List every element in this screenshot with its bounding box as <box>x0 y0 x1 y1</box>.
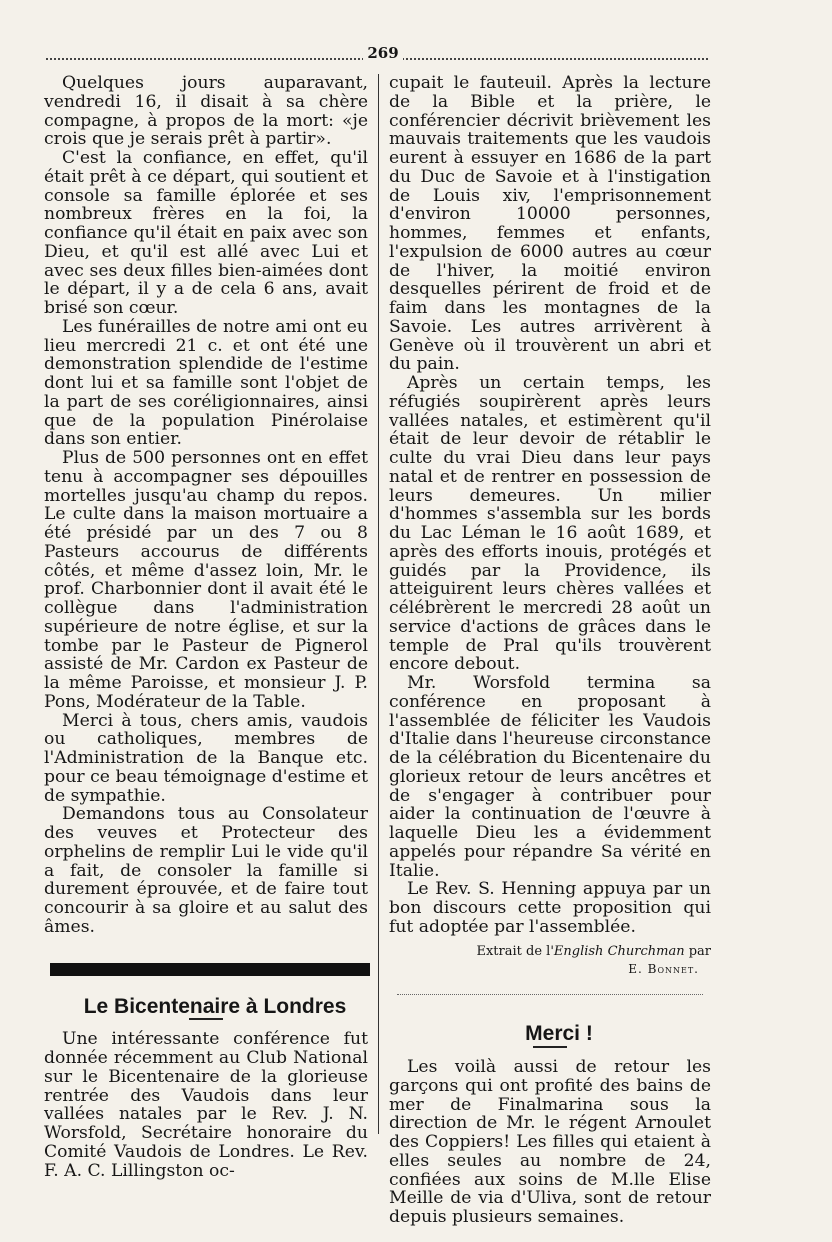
paragraph: Plus de 500 personnes ont en effet tenu à accompagner ses dépouilles mortelles jusqu'au champ du repos. Le culte dans la maison mortuaire a été présidé par un des 7 ou 8 Pasteurs accourus de différents côtés, et même d'assez loin, Mr. le prof. Charbonnier dont il avait été le collègue dans l'administration supérieure de notre église, et sur la tombe par le Pasteur de Pignerol assisté de Mr. Cardon ex Pasteur de la même Paroisse, et monsieur J. P. Pons, Modérateur de la Table. <box>44 448 368 712</box>
section-separator <box>50 963 370 976</box>
source-suffix: par <box>684 943 711 959</box>
paragraph: cupait le fauteuil. Après la lecture de la Bible et la prière, le conférencier décrivit brièvement les mauvais traitements que les vaudois eurent à essuyer en 1686 de la part du Duc de Savoie et à l'instigation de Louis xiv, l'emprisonnement d'environ 10000 personnes, hommes, femmes et enfants, l'expulsion de 6000 autres au cœur de l'hiver, la moitié environ desquelles périrent de froid et de faim dans les montagnes de la Savoie. Les autres arrivèrent à Genève où il trouvèrent un abri et du pain. <box>389 73 711 375</box>
source-author: E. Bonnet. <box>628 961 699 976</box>
article-title: Le Bicentenaire à Londres <box>83 994 347 1018</box>
paragraph: C'est la confiance, en effet, qu'il était prêt à ce départ, qui soutient et console sa famille éplorée et ses nombreux frères en la foi, la confiance qu'il était en paix avec son Dieu, et qu'il est allé avec Lui et avec ses deux filles bien-aimées dont le départ, il y a de cela 6 ans, avait brisé son cœur. <box>44 148 368 318</box>
title-dash <box>533 1046 567 1048</box>
paragraph: Demandons tous au Consolateur des veuves et Protecteur des orphelins de remplir Lui le vide qu'il a fait, de consoler la famille si durement éprouvée, et de faire tout concourir à sa gloire et au salut des âmes. <box>44 804 368 937</box>
paragraph: Merci à tous, chers amis, vaudois ou catholiques, membres de l'Administration de la Banque etc. pour ce beau témoignage d'estime et de sympathie. <box>44 710 368 806</box>
right-column <box>389 74 711 1227</box>
left-column <box>44 74 368 1180</box>
source-publication: English Churchman <box>553 943 685 959</box>
paragraph: Les voilà aussi de retour les garçons qui ont profité des bains de mer de Finalmarina sous la direction de Mr. le régent Arnoulet des Coppiers! Les filles qui etaient à elles seules au nombre de 24, confiées aux soins de M.lle Elise Meille de via d'Uliva, sont de retour depuis plusieurs semaines. <box>389 1057 711 1227</box>
paragraph: Les funérailles de notre ami ont eu lieu mercredi 21 c. et ont été une demonstration splendide de l'estime dont lui et sa famille sont l'objet de la part de ses coréligionnaires, ainsi que de la population Pinérolaise dans son entier. <box>44 316 368 450</box>
column-divider <box>378 74 379 1134</box>
paragraph: Le Rev. S. Henning appuya par un bon discours cette proposition qui fut adoptée par l'assemblée. <box>389 879 711 937</box>
section-separator <box>397 994 703 995</box>
source-line <box>389 943 711 960</box>
paragraph: Mr. Worsfold termina sa conférence en proposant à l'assemblée de féliciter les Vaudois d'Italie dans l'heureuse circonstance de la célébration du Bicentenaire du glorieux retour de leurs ancêtres et de s'engager à contribuer pour aider la continuation de l'œuvre à laquelle Dieu les a évidemment appelés pour répandre Sa vérité en Italie. <box>389 673 711 881</box>
paragraph: Après un certain temps, les réfugiés soupirèrent après leurs vallées natales, et estimèrent qu'il était de leur devoir de rétablir le culte du vrai Dieu dans leur pays natal et de rentrer en possession de leurs demeures. Un milier d'hommes s'assembla sur les bords du Lac Léman le 16 août 1689, et après des efforts inouis, protégés et guidés par la Providence, ils atteiguirent leurs chères vallées et célébrèrent le mercredi 28 août un service d'actions de grâces dans le temple de Pral qu'ils trouvèrent encore debout. <box>389 373 711 675</box>
page-number: 269 <box>363 44 403 62</box>
merci-title: Merci ! <box>525 1022 593 1046</box>
paragraph: Une intéressante conférence fut donnée récemment au Club National sur le Bicentenaire de la glorieuse rentrée des Vaudois dans leur vallées natales par le Rev. J. N. Worsfold, Secrétaire honoraire du Comité Vaudois de Londres. Le Rev. F. A. C. Lillingston oc- <box>44 1029 368 1181</box>
paragraph: Quelques jours auparavant, vendredi 16, il disait à sa chère compagne, à propos de la mort: «je crois que je serais prêt à partir». <box>44 73 368 150</box>
title-dash <box>189 1018 223 1020</box>
source-prefix: Extrait de l' <box>476 943 554 959</box>
